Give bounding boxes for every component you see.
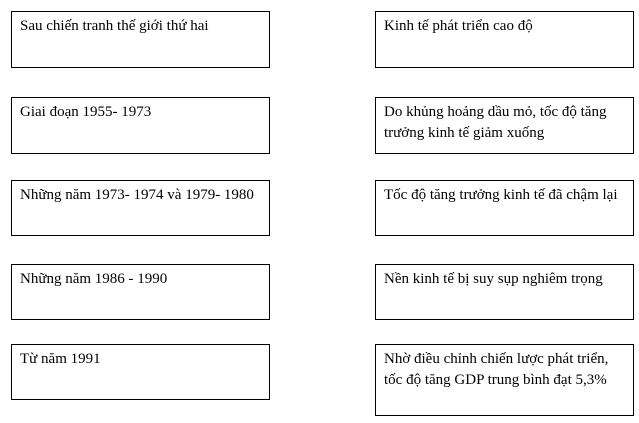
period-box-postwar[interactable] — [11, 11, 270, 68]
description-label: Nhờ điều chỉnh chiến lược phát triển, tốc độ tăng GDP trung bình đạt 5,3% — [384, 351, 609, 388]
description-box-gdp-growth[interactable] — [375, 344, 634, 416]
period-label: Những năm 1986 - 1990 — [20, 271, 168, 287]
description-label: Do khủng hoảng dầu mỏ, tốc độ tăng trưởng kinh tế giảm xuống — [384, 104, 607, 141]
period-label: Giai đoạn 1955- 1973 — [20, 104, 152, 120]
period-label: Sau chiến tranh thế giới thứ hai — [20, 18, 209, 34]
period-box-1973-1980[interactable] — [11, 180, 270, 236]
description-label: Nền kinh tế bị suy sụp nghiêm trọng — [384, 271, 603, 287]
description-label: Tốc độ tăng trưởng kinh tế đã chậm lại — [384, 187, 618, 203]
period-label: Từ năm 1991 — [20, 351, 101, 367]
description-box-collapse[interactable] — [375, 264, 634, 320]
period-box-1986-1990[interactable] — [11, 264, 270, 320]
description-box-slowdown[interactable] — [375, 180, 634, 236]
description-label: Kinh tế phát triển cao độ — [384, 18, 533, 34]
period-label: Những năm 1973- 1974 và 1979- 1980 — [20, 187, 254, 203]
period-box-1955-1973[interactable] — [11, 97, 270, 154]
description-box-high-growth[interactable] — [375, 11, 634, 68]
period-box-from-1991[interactable] — [11, 344, 270, 400]
description-box-oil-crisis[interactable] — [375, 97, 634, 154]
